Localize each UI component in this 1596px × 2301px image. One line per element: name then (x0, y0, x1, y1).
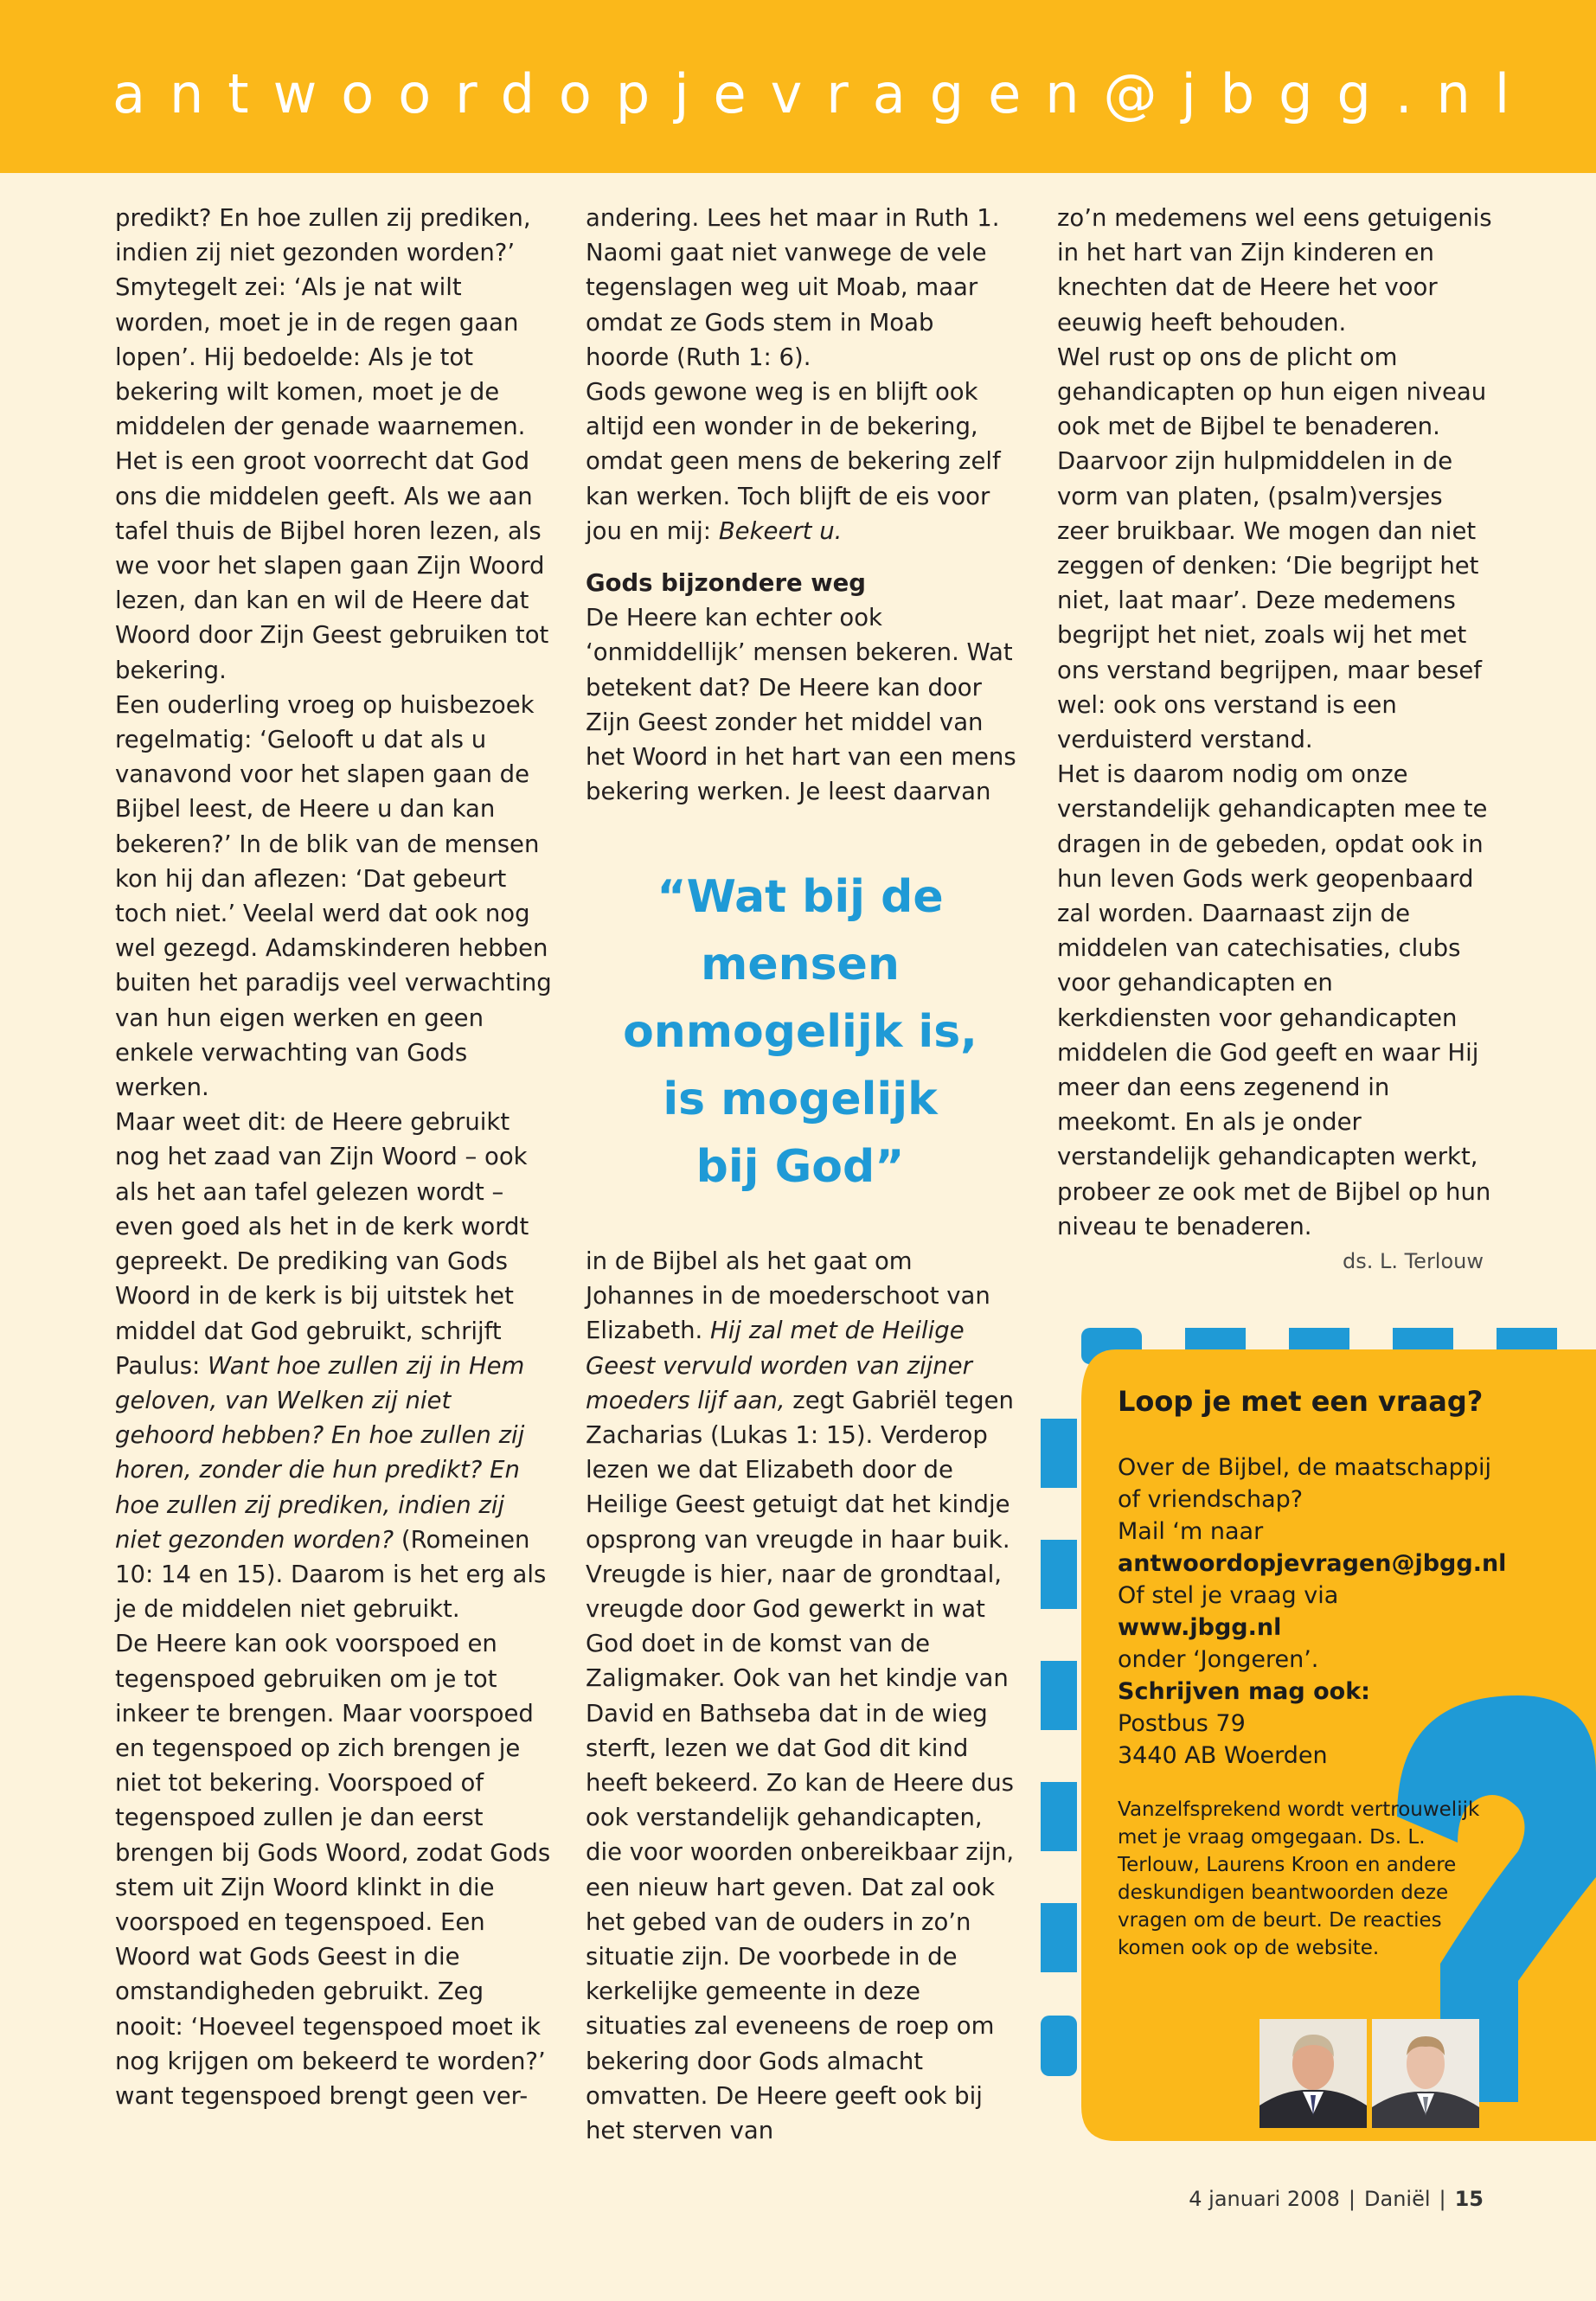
page-number: 15 (1454, 2187, 1484, 2211)
paragraph: Wel rust op ons de plicht om gehandicapten op hun eigen niveau ook met de Bijbel te benaderen. Daarvoor zijn hulpmiddelen in de vorm van platen, (psalm)versjes zeer bruikbaar. We mogen dan niet zeggen of denken: ‘Die begrijpt het niet, laat maar’. Deze medemens begrijpt het niet, zoals wij het met ons verstand begrijpen, maar besef wel: ook ons verstand is een verduisterd verstand. (1057, 343, 1487, 754)
article-column-2-bottom (586, 1244, 1018, 2148)
question-box-text (1118, 1384, 1507, 1962)
paragraph: zo’n medemens wel eens getuigenis in het hart van Zijn kinderen en knechten dat de Heere het voor eeuwig heeft behouden. (1057, 204, 1492, 336)
pull-quote-line: bij God” (695, 1141, 905, 1193)
box-email-link[interactable]: antwoordopjevragen@jbgg.nl (1118, 1550, 1507, 1577)
paragraph: in de Bijbel als het gaat om Johannes in de moederschoot van Elizabeth. Hij zal met de Heilige Geest vervuld worden van zijner moeders lijf aan, zegt Gabriël tegen Zacharias (Lukas 1: 15). Verderop lezen we dat Elizabeth door de Heilige Geest getuigt dat het kindje opsprong van vreugde in haar buik. Vreugde is hier, naar de grondtaal, vreugde door God gewerkt in wat God doet in de komst van de Zaligmaker. Ook van het kindje van David en Bathseba dat in de wieg sterft, lezen we dat God dit kind heeft bekeerd. Zo kan de Heere dus ook verstandelijk gehandicapten, die voor woorden onbereikbaar zijn, een nieuw hart geven. Dat zal ook het gebed van de ouders in zo’n situatie zijn. De voorbede in de kerkelijke gemeente in deze situaties zal eveneens de roep om bekering door Gods almacht omvatten. De Heere geeft ook bij het sterven van (586, 1247, 1015, 2145)
issue-date: 4 januari 2008 (1189, 2187, 1340, 2211)
box-line: Mail ‘m naar (1118, 1518, 1264, 1545)
box-title: Loop je met een vraag? (1118, 1385, 1484, 1418)
portrait-illustration (1372, 2019, 1479, 2128)
frame-dash (1041, 1419, 1077, 1488)
magazine-name: Daniël (1364, 2187, 1431, 2211)
portrait-illustration (1259, 2019, 1367, 2128)
frame-dash (1041, 1540, 1077, 1609)
box-website-link[interactable]: www.jbgg.nl (1118, 1614, 1282, 1641)
box-address: Postbus 79 (1118, 1710, 1246, 1737)
portrait-photo (1372, 2019, 1479, 2128)
box-line: Over de Bijbel, de maatschappij of vriendschap? (1118, 1454, 1491, 1513)
pull-quote (554, 863, 1047, 1201)
page-footer: 4 januari 2008 | Daniël | 15 (1189, 2187, 1484, 2211)
frame-dash (1041, 1782, 1077, 1851)
box-address: 3440 AB Woerden (1118, 1742, 1328, 1769)
paragraph: Het is daarom nodig om onze verstandelijk gehandicapten mee te dragen in de gebeden, opdat ook in hun leven Gods werk geopenbaard zal worden. Daarnaast zijn de middelen van catechisaties, clubs voor gehandicapten en kerkdiensten voor gehandicapten middelen die God geeft en waar Hij meer dan eens zegenend in meekomt. En als je onder verstandelijk gehandicapten werkt, probeer ze ook met de Bijbel op hun niveau te benaderen. (1057, 760, 1491, 1240)
box-line: Schrijven mag ook: (1118, 1678, 1370, 1705)
article-column-1 (115, 201, 552, 2113)
frame-dash (1041, 2016, 1077, 2076)
paragraph: De Heere kan ook voorspoed en tegenspoed gebruiken om je tot inkeer te brengen. Maar voorspoed en tegenspoed op zich brengen je niet tot bekering. Voorspoed of tegenspoed zullen je dan eerst brengen bij Gods Woord, zodat Gods stem uit Zijn Woord klinkt in die voorspoed en tegenspoed. Een Woord wat Gods Geest in die omstandigheden gebruikt. Zeg nooit: ‘Hoeveel tegenspoed moet ik nog krijgen om bekeerd te worden?’ want tegenspoed brengt geen ver- (115, 1630, 551, 2110)
author-signature: ds. L. Terlouw (1342, 1249, 1484, 1273)
pull-quote-line: onmogelijk is, (623, 1006, 977, 1058)
frame-dash (1041, 1903, 1077, 1972)
paragraph: Een ouderling vroeg op huisbezoek regelmatig: ‘Gelooft u dat als u vanavond voor het slapen gaan de Bijbel leest, de Heere u dan kan bekeren?’ In de blik van de mensen kon hij dan aflezen: ‘Dat gebeurt toch niet.’ Veelal werd dat ook nog wel gezegd. Adamskinderen hebben buiten het paradijs veel verwachting van hun eigen werken en geen enkele verwachting van Gods werken. (115, 690, 552, 1102)
article-column-2-top (586, 201, 1018, 809)
frame-dash (1041, 1661, 1077, 1730)
paragraph: Maar weet dit: de Heere gebruikt nog het zaad van Zijn Woord – ook als het aan tafel gelezen wordt – even goed als het in de kerk wordt gepreekt. De prediking van Gods Woord in de kerk is bij uitstek het middel dat God gebruikt, schrijft Paulus: Want hoe zullen zij in Hem geloven, van Welken zij niet gehoord hebben? En hoe zullen zij horen, zonder die hun predikt? En hoe zullen zij prediken, indien zij niet gezonden worden? (Romeinen 10: 14 en 15). Daarom is het erg als je de middelen niet gebruikt. (115, 1108, 547, 1624)
bible-quote: Hij zal met de Heilige Geest vervuld worden van zijner moeders lijf aan, (586, 1317, 972, 1414)
box-line: onder ‘Jongeren’. (1118, 1646, 1319, 1673)
box-line: Of stel je vraag via (1118, 1582, 1339, 1609)
paragraph: predikt? En hoe zullen zij prediken, indien zij niet gezonden worden?’ Smytegelt zei: ‘Als je nat wilt worden, moet je in de regen gaan lopen’. Hij bedoelde: Als je tot bekering wilt komen, moet je de middelen der genade waarnemen. Het is een groot voorrecht dat God ons die middelen geeft. Als we aan tafel thuis de Bijbel horen lezen, als we voor het slapen gaan Zijn Woord lezen, dan kan en wil de Heere dat Woord door Zijn Geest gebruiken tot bekering. (115, 204, 549, 684)
bible-quote: Bekeert u. (718, 516, 843, 545)
portrait-photo (1259, 2019, 1367, 2128)
paragraph: andering. Lees het maar in Ruth 1. Naomi gaat niet vanwege de vele tegenslagen weg uit Moab, maar omdat ze Gods stem in Moab hoorde (Ruth 1: 6). (586, 204, 1000, 371)
bible-quote: Want hoe zullen zij in Hem geloven, van Welken zij niet gehoord hebben? En hoe zullen zij horen, zonder die hun predikt? En hoe zullen zij prediken, indien zij niet gezonden worden? (115, 1351, 525, 1554)
paragraph: Gods gewone weg is en blijft ook altijd een wonder in de bekering, omdat geen mens de bekering zelf kan werken. Toch blijft de eis voor jou en mij: Bekeert u. (586, 378, 1001, 545)
header-banner (0, 0, 1596, 173)
box-disclaimer: Vanzelfsprekend wordt vertrouwelijk met je vraag omgegaan. Ds. L. Terlouw, Laurens Kroon en andere deskundigen beantwoorden deze vragen om de beurt. De reacties komen ook op de website. (1118, 1798, 1480, 1959)
article-column-3 (1057, 201, 1494, 1244)
pull-quote-line: is mogelijk (663, 1074, 938, 1125)
section-heading: Gods bijzondere weg (586, 569, 866, 598)
header-email[interactable]: antwoordopjevragen@jbgg.nl (112, 62, 1535, 125)
pull-quote-line: “Wat bij de (657, 871, 944, 923)
paragraph: De Heere kan echter ook ‘onmiddellijk’ mensen bekeren. Wat betekent dat? De Heere kan door Zijn Geest zonder het middel van het Woord in het hart van een mens bekering werken. Je leest daarvan (586, 604, 1016, 806)
pull-quote-line: mensen (701, 939, 900, 990)
